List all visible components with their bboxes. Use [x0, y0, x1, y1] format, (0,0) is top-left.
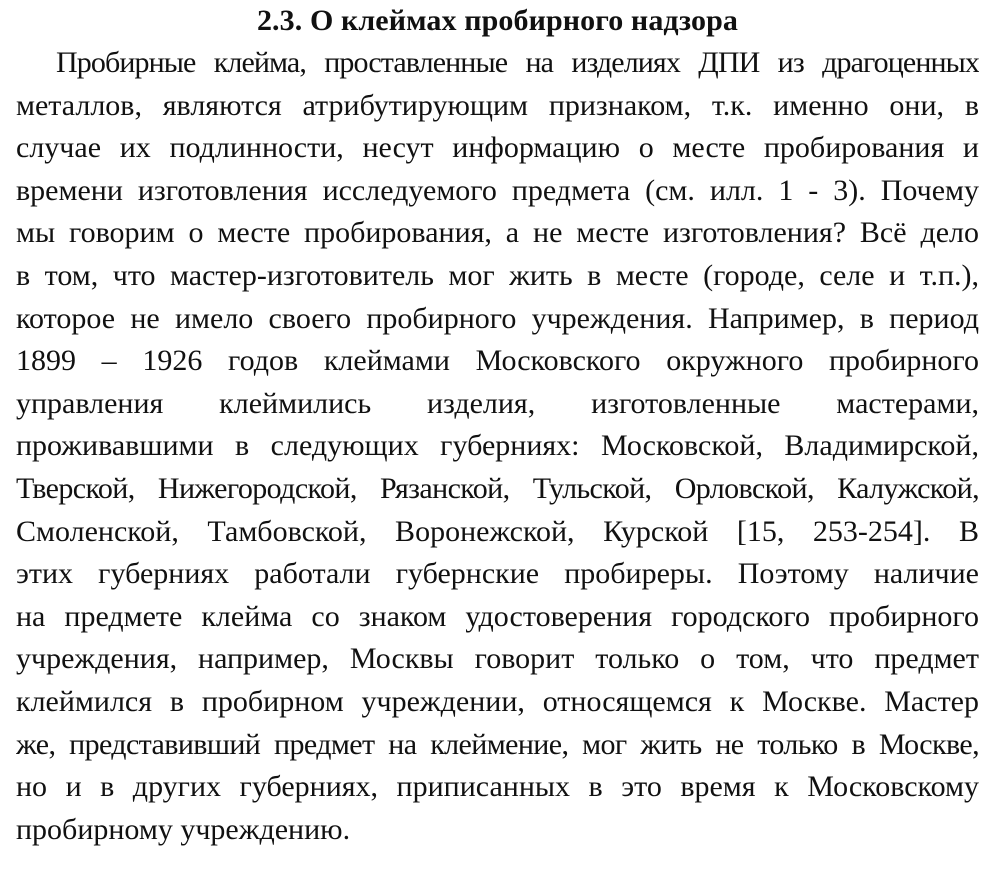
paragraph-line: на предмете клейма со знаком удостоверения городского пробирного: [16, 599, 979, 633]
paragraph-line: же, представивший предмет на клеймение, мог жить не только в Москве,: [16, 727, 979, 761]
paragraph-line: времени изготовления исследуемого предмета (см. илл. 1 - 3). Почему: [16, 173, 979, 207]
paragraph-line: Пробирные клейма, проставленные на изделиях ДПИ из драгоценных: [56, 46, 979, 79]
paragraph-line: мы говорим о месте пробирования, а не месте изготовления? Всё дело: [16, 216, 979, 250]
paragraph-line: случае их подлинности, несут информацию о месте пробирования и: [16, 131, 979, 165]
paragraph-line: но и в других губерниях, приписанных в это время к Московскому: [16, 770, 979, 804]
paragraph-line: 1899 – 1926 годов клеймами Московского окружного пробирного: [16, 344, 979, 378]
paragraph-line: управления клеймились изделия, изготовленные мастерами,: [16, 386, 979, 420]
paragraph: [16, 42, 979, 851]
paragraph-line: Тверской, Нижегородской, Рязанской, Тульской, Орловской, Калужской,: [16, 471, 979, 505]
paragraph-line: которое не имело своего пробирного учреждения. Например, в период: [16, 301, 979, 335]
section-heading: 2.3. О клеймах пробирного надзора: [256, 4, 739, 37]
paragraph-line: металлов, являются атрибутирующим признаком, т.к. именно они, в: [16, 88, 979, 122]
paragraph-line: в том, что мастер-изготовитель мог жить в месте (городе, селе и т.п.),: [16, 258, 979, 292]
paragraph-line: учреждения, например, Москвы говорит только о том, что предмет: [16, 642, 979, 676]
paragraph-line: пробирному учреждению.: [16, 812, 351, 846]
paragraph-line: Смоленской, Тамбовской, Воронежской, Курской [15, 253-254]. В: [16, 514, 979, 548]
paragraph-line: клеймился в пробирном учреждении, относящемся к Москве. Мастер: [16, 684, 979, 718]
paragraph-line: проживавшими в следующих губерниях: Московской, Владимирской,: [16, 429, 979, 463]
paragraph-line: этих губерниях работали губернские пробиреры. Поэтому наличие: [16, 557, 979, 591]
